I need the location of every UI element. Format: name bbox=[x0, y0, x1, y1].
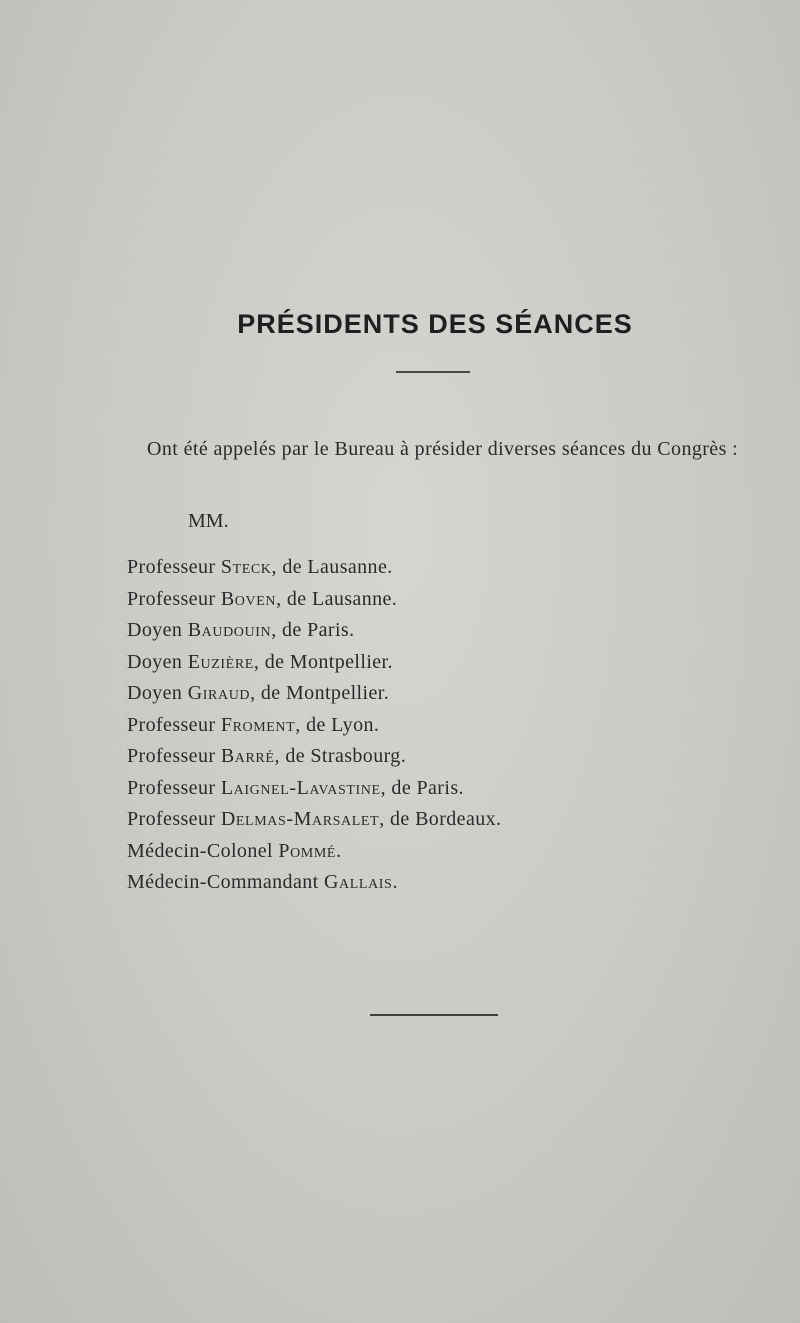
person-title: Professeur bbox=[127, 776, 216, 799]
person-place: . bbox=[336, 839, 342, 862]
person-name: Giraud bbox=[187, 682, 251, 704]
list-item bbox=[127, 584, 501, 616]
person-title: Doyen bbox=[127, 682, 183, 704]
person-title: Professeur bbox=[127, 713, 216, 736]
person-place: , de Montpellier. bbox=[253, 650, 393, 673]
title-divider bbox=[396, 371, 470, 373]
presidents-list bbox=[127, 552, 501, 899]
person-place: , de Lausanne. bbox=[271, 556, 393, 578]
person-place: . bbox=[392, 871, 398, 893]
list-item bbox=[127, 773, 501, 805]
person-title: Doyen bbox=[127, 619, 183, 641]
person-name: Barré bbox=[220, 745, 275, 767]
intro-paragraph bbox=[125, 437, 740, 462]
person-title: Doyen bbox=[127, 650, 183, 673]
person-place: , de Lyon. bbox=[295, 713, 380, 736]
list-item bbox=[127, 552, 501, 584]
person-place: , de Bordeaux. bbox=[379, 808, 502, 830]
person-name: Boven bbox=[220, 587, 277, 610]
person-title: Professeur bbox=[127, 587, 216, 610]
list-item bbox=[127, 836, 501, 868]
person-place: , de Lausanne. bbox=[276, 587, 398, 610]
list-item bbox=[127, 647, 501, 679]
list-item bbox=[127, 867, 501, 899]
person-name: Gallais bbox=[324, 871, 393, 893]
list-item bbox=[127, 710, 501, 742]
person-title: Professeur bbox=[127, 808, 216, 830]
person-place: , de Strasbourg. bbox=[274, 745, 407, 767]
person-name: Laignel-Lavastine bbox=[220, 776, 381, 799]
list-item bbox=[127, 741, 501, 773]
person-place: , de Paris. bbox=[380, 776, 464, 799]
intro-text: Ont été appelés par le Bureau à présider diverses séances du Congrès : bbox=[147, 438, 739, 460]
page-title: PRÉSIDENTS DES SÉANCES bbox=[237, 309, 633, 339]
list-item bbox=[127, 615, 501, 647]
list-item bbox=[127, 804, 501, 836]
closing-divider bbox=[370, 1014, 498, 1016]
salutation: MM. bbox=[188, 510, 229, 532]
person-title: Médecin-Colonel bbox=[127, 839, 273, 862]
person-name: Steck bbox=[220, 556, 272, 578]
person-name: Baudouin bbox=[187, 619, 272, 641]
person-name: Delmas-Marsalet bbox=[220, 808, 380, 830]
list-item bbox=[127, 678, 501, 710]
person-place: , de Montpellier. bbox=[250, 682, 390, 704]
person-title: Professeur bbox=[127, 556, 216, 578]
person-name: Pommé bbox=[278, 839, 337, 862]
person-title: Médecin-Commandant bbox=[127, 871, 319, 893]
person-name: Froment bbox=[220, 713, 296, 736]
person-title: Professeur bbox=[127, 745, 216, 767]
person-name: Euzière bbox=[187, 650, 254, 673]
person-place: , de Paris. bbox=[271, 619, 355, 641]
